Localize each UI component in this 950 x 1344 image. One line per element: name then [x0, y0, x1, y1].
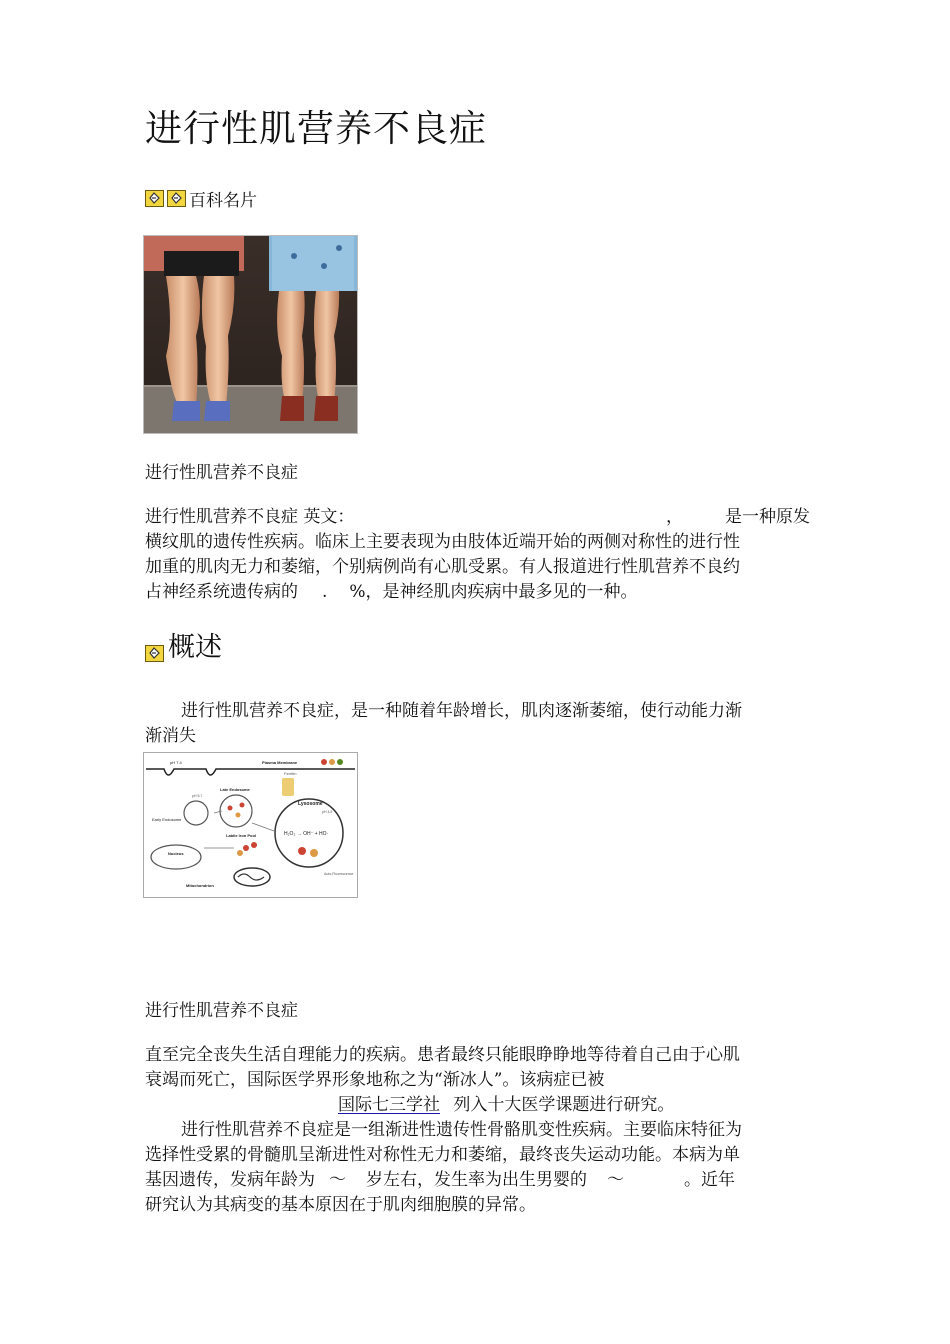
diagram-label: Lysosome: [298, 801, 323, 807]
diagram-label: pH 7.4: [170, 760, 182, 765]
svg-text:H₂O₂ → OH⁻ + HO·: H₂O₂ → OH⁻ + HO·: [284, 831, 329, 837]
intro-text: 进行性肌营养不良症 英文：: [145, 507, 355, 527]
intro-text: 是一种原发: [725, 507, 810, 527]
bookmark-icon: [167, 190, 186, 207]
legs-photo: [143, 235, 358, 434]
section-heading: 概述: [168, 632, 222, 663]
diagram-label: Ferritin: [284, 771, 297, 776]
diagram-label: pH 4.5: [322, 810, 333, 814]
society-link[interactable]: 国际七三学社: [338, 1095, 440, 1115]
body-text: 衰竭而死亡，国际医学界形象地称之为“渐冰人”。该病症已被: [145, 1070, 605, 1090]
body-text: 进行性肌营养不良症是一组渐进性遗传性骨骼肌变性疾病。主要临床特征为: [181, 1120, 742, 1140]
body-text: 。近年: [684, 1170, 735, 1190]
card-label: 百科名片: [189, 190, 257, 211]
diagram-label: pH 5.7: [192, 794, 203, 798]
intro-text: .: [322, 582, 328, 602]
body-text: 研究认为其病变的基本原因在于肌肉细胞膜的异常。: [145, 1195, 536, 1215]
cell-diagram: [143, 752, 358, 898]
bookmark-icon: [145, 645, 164, 662]
body-text: 直至完全丧失生活自理能力的疾病。患者最终只能眼睁睁地等待着自己由于心肌: [145, 1045, 740, 1065]
body-text: 列入十大医学课题进行研究。: [453, 1095, 675, 1115]
bookmark-icon: [145, 190, 164, 207]
diagram-label: Mitochondrion: [186, 883, 214, 888]
intro-paragraph: [145, 505, 810, 605]
intro-text: 占神经系统遗传病的: [145, 582, 298, 602]
diagram-caption: 进行性肌营养不良症: [145, 1001, 298, 1021]
diagram-label: Labile Iron Pool: [226, 833, 257, 838]
body-text: 基因遗传，发病年龄为: [145, 1170, 315, 1190]
page-title: 进行性肌营养不良症: [145, 107, 487, 150]
body-paragraph: [145, 1043, 810, 1218]
overview-text: 进行性肌营养不良症，是一种随着年龄增长，肌肉逐渐萎缩，使行动能力渐: [181, 701, 742, 721]
body-text: ～: [607, 1170, 624, 1190]
overview-paragraph: [145, 699, 810, 749]
intro-text: 横纹肌的遗传性疾病。临床上主要表现为由肢体近端开始的两侧对称性的进行性: [145, 532, 740, 552]
body-text: ～: [329, 1170, 346, 1190]
diagram-label: Auto-Fluorescence: [324, 872, 354, 876]
diagram-label: Plasma Membrane: [262, 760, 298, 765]
intro-text: %，是神经肌肉疾病中最多见的一种。: [349, 582, 638, 602]
body-text: 选择性受累的骨髓肌呈渐进性对称性无力和萎缩，最终丧失运动功能。本病为单: [145, 1145, 740, 1165]
diagram-label: Early Endosome: [152, 817, 182, 822]
body-text: 岁左右，发生率为出生男婴的: [366, 1170, 587, 1190]
diagram-label: Nucleus: [168, 851, 184, 856]
photo-caption: 进行性肌营养不良症: [145, 463, 298, 483]
intro-text: ，: [666, 507, 683, 527]
overview-text: 渐消失: [145, 726, 196, 746]
intro-text: 加重的肌肉无力和萎缩，个别病例尚有心肌受累。有人报道进行性肌营养不良约: [145, 557, 740, 577]
diagram-label: Late Endosome: [220, 787, 250, 792]
overview-heading-row: [145, 625, 222, 664]
baike-card-header: [145, 186, 257, 210]
